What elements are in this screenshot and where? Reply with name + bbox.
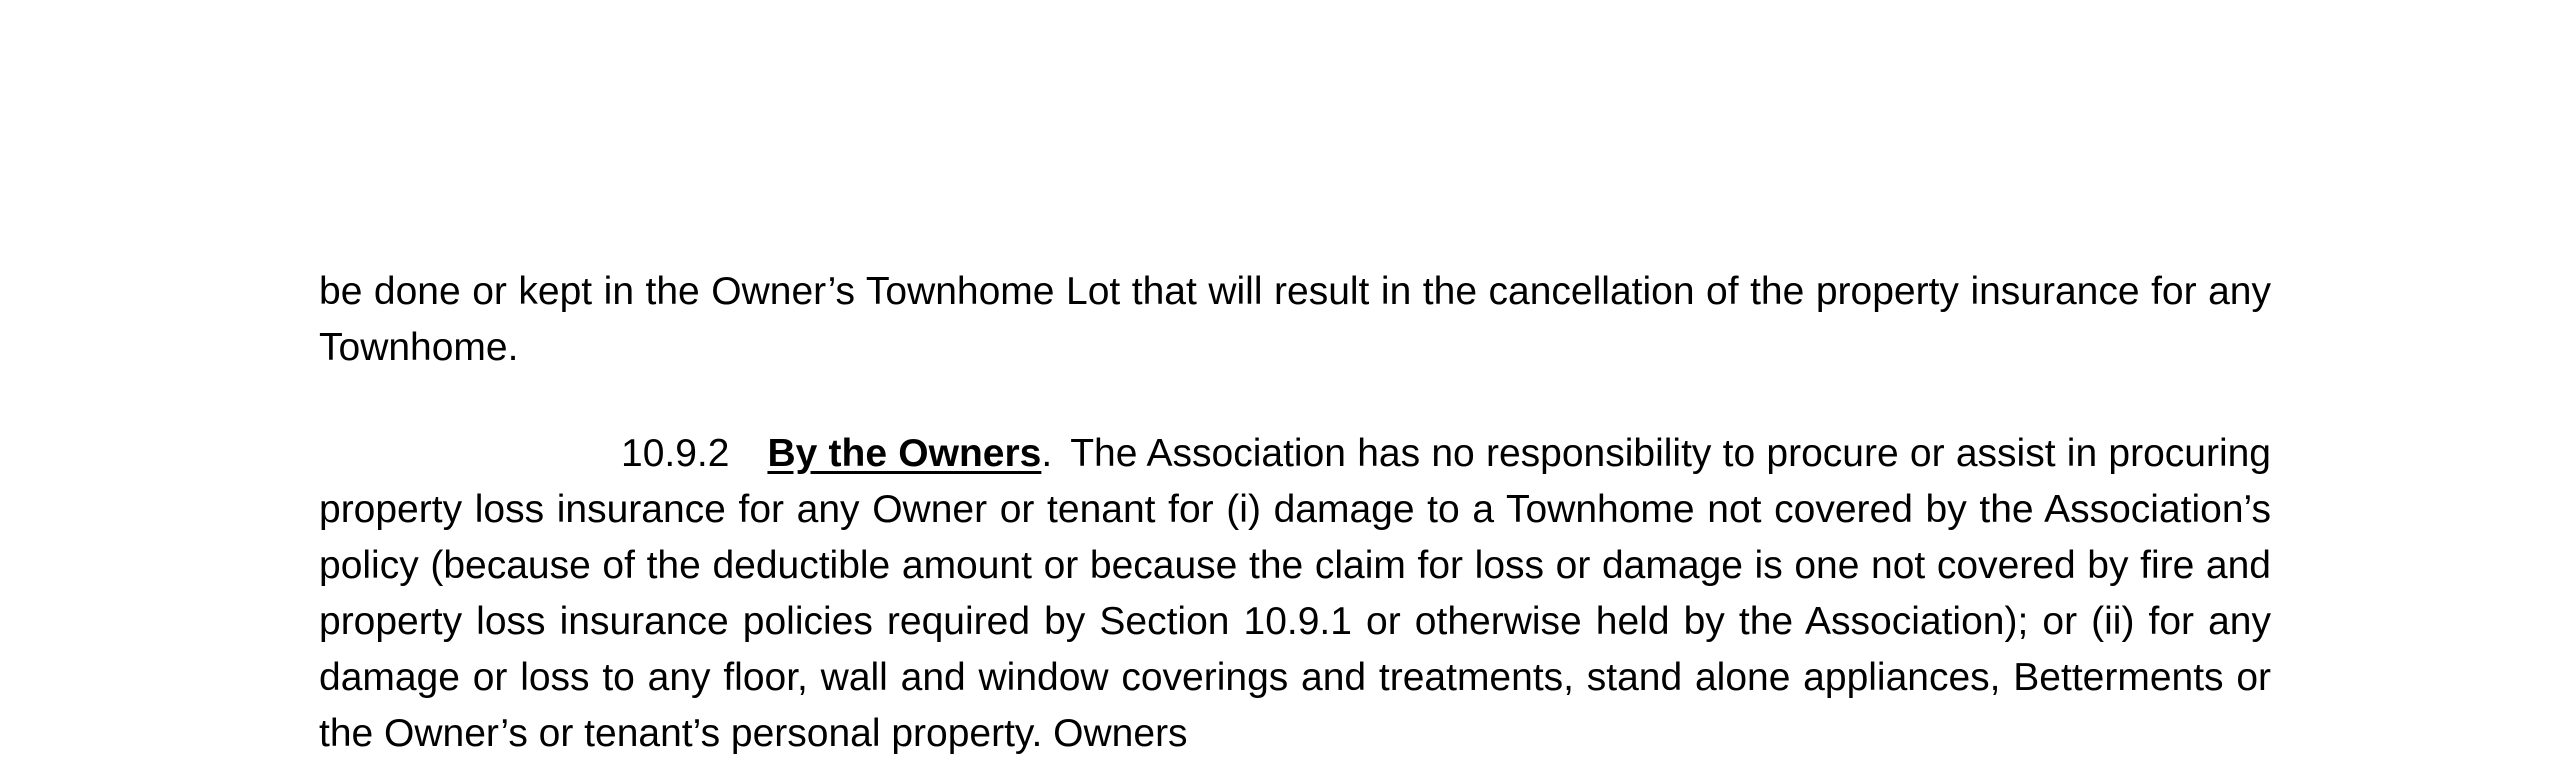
section-body-text: The Association has no responsibility to procure or assist in procuring property loss insurance for any Owner or tenant for (i) damage to a Townhome not covered by the Association’s policy (because of the deductible amount or because the claim for loss or damage is one not covered by fire and property loss insurance policies required by Section 10.9.1 or otherwise held by the Association); or (ii) for any damage or loss to any floor, wall and window coverings and treatments, stand alone appliances, Betterments or the Owner’s or tenant’s personal property. Owners xyxy=(319,432,2271,755)
section-number: 10.9.2 xyxy=(621,432,730,475)
heading-punctuation: . xyxy=(1041,432,1053,475)
paragraph-continuation: be done or kept in the Owner’s Townhome Lot that will result in the cancellation of the property insurance for any Townhome. xyxy=(319,270,2271,369)
section-heading: By the Owners xyxy=(767,432,1042,475)
section-10-9-2-paragraph xyxy=(319,426,2271,762)
